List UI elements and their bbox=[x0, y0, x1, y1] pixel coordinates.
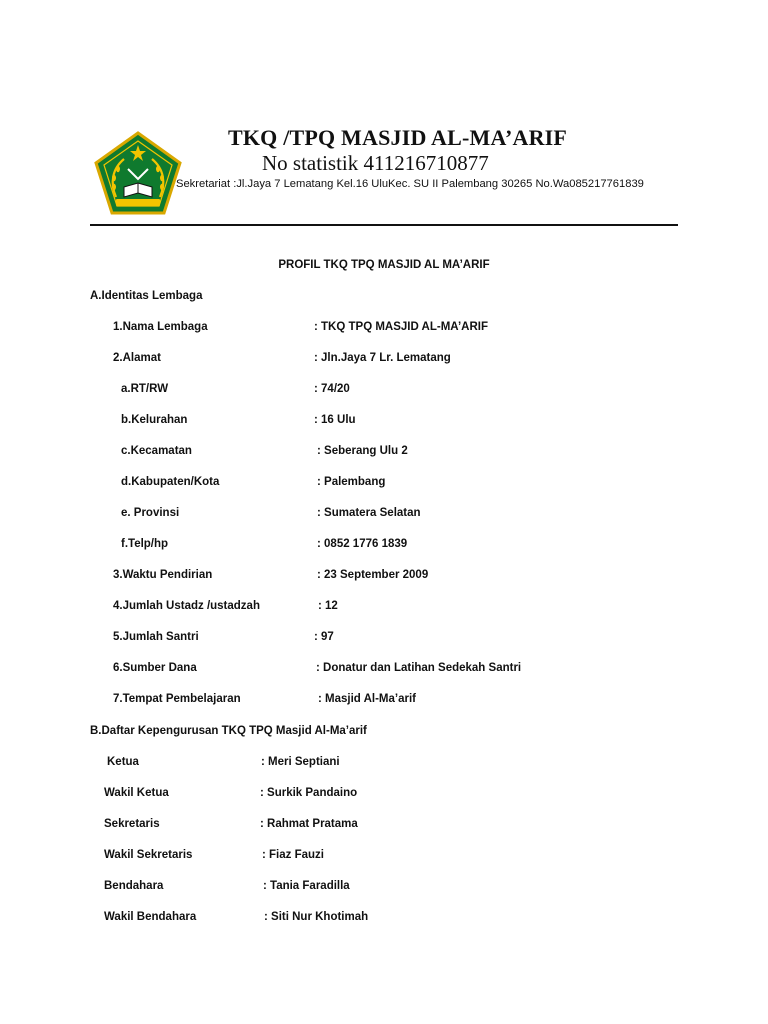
person-name: : Tania Faradilla bbox=[263, 880, 350, 892]
identitas-row bbox=[0, 445, 768, 461]
field-label: c.Kecamatan bbox=[121, 445, 192, 457]
field-value: : Donatur dan Latihan Sedekah Santri bbox=[316, 662, 522, 674]
identitas-row bbox=[0, 631, 768, 647]
person-name: : Siti Nur Khotimah bbox=[264, 911, 369, 923]
field-value: : 74/20 bbox=[314, 383, 350, 395]
field-label: f.Telp/hp bbox=[121, 538, 169, 550]
field-label: 6.Sumber Dana bbox=[113, 662, 197, 674]
field-value: : Sumatera Selatan bbox=[317, 507, 421, 519]
position-label: Wakil Sekretaris bbox=[104, 849, 193, 861]
secretariat-address: Sekretariat :Jl.Jaya 7 Lematang Kel.16 UluKec. SU II Palembang 30265 No.Wa085217761839 bbox=[176, 178, 644, 190]
position-label: Wakil Ketua bbox=[104, 787, 169, 799]
pengurus-row bbox=[0, 787, 768, 803]
field-label: 7.Tempat Pembelajaran bbox=[113, 693, 241, 705]
pengurus-row bbox=[0, 849, 768, 865]
section-a-heading: A.Identitas Lembaga bbox=[90, 290, 203, 302]
field-value: : Jln.Jaya 7 Lr. Lematang bbox=[314, 352, 451, 364]
identitas-row bbox=[0, 352, 768, 368]
identitas-row bbox=[0, 569, 768, 585]
field-value: : 23 September 2009 bbox=[317, 569, 429, 581]
field-label: 2.Alamat bbox=[113, 352, 161, 364]
pengurus-row bbox=[0, 880, 768, 896]
position-label: Wakil Bendahara bbox=[104, 911, 197, 923]
identitas-row bbox=[0, 414, 768, 430]
field-label: e. Provinsi bbox=[121, 507, 180, 519]
field-value: : Masjid Al-Ma’arif bbox=[318, 693, 416, 705]
identitas-row bbox=[0, 383, 768, 399]
field-value: : 16 Ulu bbox=[314, 414, 356, 426]
identitas-row bbox=[0, 538, 768, 554]
position-label: Ketua bbox=[107, 756, 139, 768]
pengurus-row bbox=[0, 911, 768, 927]
field-value: : 0852 1776 1839 bbox=[317, 538, 408, 550]
section-b-heading: B.Daftar Kepengurusan TKQ TPQ Masjid Al-Ma’arif bbox=[90, 725, 367, 737]
profile-heading: PROFIL TKQ TPQ MASJID AL MA’ARIF bbox=[278, 259, 490, 271]
header-divider bbox=[90, 224, 678, 226]
position-label: Sekretaris bbox=[104, 818, 160, 830]
field-label: 5.Jumlah Santri bbox=[113, 631, 199, 643]
identitas-row bbox=[0, 476, 768, 492]
identitas-row bbox=[0, 321, 768, 337]
field-label: a.RT/RW bbox=[121, 383, 169, 395]
position-label: Bendahara bbox=[104, 880, 164, 892]
identitas-row bbox=[0, 693, 768, 709]
person-name: : Meri Septiani bbox=[261, 756, 340, 768]
pengurus-row bbox=[0, 818, 768, 834]
person-name: : Fiaz Fauzi bbox=[262, 849, 324, 861]
field-value: : 97 bbox=[314, 631, 334, 643]
field-value: : Seberang Ulu 2 bbox=[317, 445, 408, 457]
identitas-row bbox=[0, 600, 768, 616]
field-value: : 12 bbox=[318, 600, 338, 612]
identitas-row bbox=[0, 662, 768, 678]
field-label: 1.Nama Lembaga bbox=[113, 321, 208, 333]
statistic-number: No statistik 411216710877 bbox=[262, 151, 489, 175]
kemenag-logo-icon bbox=[94, 131, 182, 215]
person-name: : Surkik Pandaino bbox=[260, 787, 358, 799]
field-label: d.Kabupaten/Kota bbox=[121, 476, 220, 488]
field-value: : TKQ TPQ MASJID AL-MA’ARIF bbox=[314, 321, 488, 333]
pengurus-row bbox=[0, 756, 768, 772]
field-value: : Palembang bbox=[317, 476, 386, 488]
field-label: b.Kelurahan bbox=[121, 414, 188, 426]
identitas-row bbox=[0, 507, 768, 523]
person-name: : Rahmat Pratama bbox=[260, 818, 358, 830]
field-label: 4.Jumlah Ustadz /ustadzah bbox=[113, 600, 260, 612]
institution-title: TKQ /TPQ MASJID AL-MA’ARIF bbox=[228, 125, 568, 150]
field-label: 3.Waktu Pendirian bbox=[113, 569, 213, 581]
